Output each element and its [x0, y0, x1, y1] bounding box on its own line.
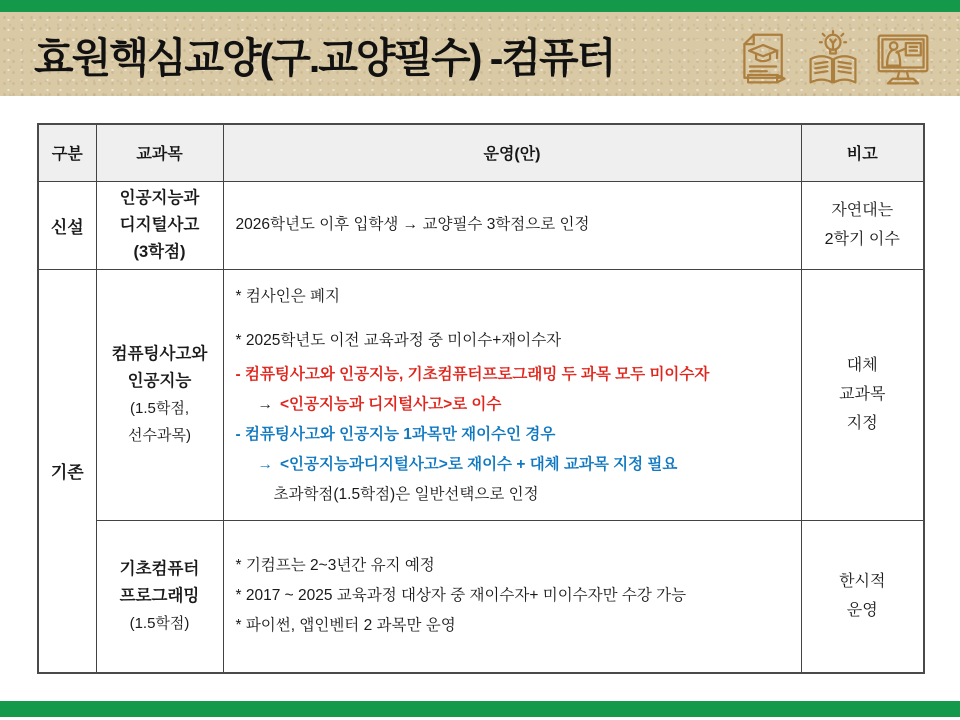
- table-header-row: [38, 124, 924, 181]
- col-header-course: 교과목: [96, 124, 223, 181]
- page-title: 효원핵심교양(구.교양필수) -컴퓨터: [34, 34, 615, 81]
- course-name-line: 기초컴퓨터: [119, 559, 200, 578]
- operation-cell: [223, 520, 801, 673]
- operation-line: 2026학년도 이후 입학생 → 교양필수 3학점으로 인정: [235, 216, 590, 233]
- diploma-graduation-icon: [736, 29, 792, 91]
- note-cell: [801, 520, 924, 673]
- operation-cell: [223, 269, 801, 520]
- operation-line: 초과학점(1.5학점)은 일반선택으로 인정: [273, 485, 539, 503]
- operation-line: * 2025학년도 이전 교육과정 중 미이수+재이수자: [235, 331, 562, 349]
- note-line: 운영: [846, 602, 878, 620]
- operation-line: * 파이썬, 앱인벤터 2 과목만 운영: [235, 617, 456, 635]
- operation-cell: [223, 181, 801, 269]
- table-row-existing-2: [38, 520, 924, 673]
- course-name-line: 인공지능: [127, 371, 192, 390]
- note-line: 교과목: [839, 386, 886, 403]
- note-cell: [801, 181, 924, 269]
- note-line: 한시적: [839, 573, 886, 591]
- course-cell: [96, 181, 223, 269]
- top-green-bar: [0, 0, 960, 12]
- col-header-note: 비고: [801, 124, 924, 181]
- category-cell: 신설: [38, 181, 96, 269]
- operation-line: * 기컴프는 2~3년간 유지 예정: [235, 557, 435, 575]
- course-cell: [96, 269, 223, 520]
- table-row-new: [38, 181, 924, 269]
- col-header-operation: 운영(안): [223, 124, 801, 181]
- course-name-line: 컴퓨팅사고와: [111, 344, 208, 363]
- operation-line: * 2017 ~ 2025 교육과정 대상자 중 재이수자+ 미이수자만 수강 가능: [235, 587, 687, 605]
- course-credit-line: 선수과목): [128, 426, 191, 444]
- online-lecture-icon: [874, 29, 932, 91]
- col-header-category: 구분: [38, 124, 96, 181]
- operation-line: * 컴사인은 폐지: [235, 287, 340, 305]
- masthead-icons: [736, 26, 932, 94]
- masthead: [0, 12, 960, 96]
- category-cell: 기존: [38, 269, 96, 673]
- course-cell: [96, 520, 223, 673]
- arrow-glyph: →: [257, 395, 273, 413]
- note-line: 대체: [846, 357, 878, 374]
- note-cell: [801, 269, 924, 520]
- operation-line-warning: - 컴퓨팅사고와 인공지능, 기초컴퓨터프로그래밍 두 과목 모두 미이수자: [235, 365, 710, 383]
- note-line: 자연대는: [831, 202, 894, 219]
- operation-line-info: → <인공지능과디지털사고>로 재이수 + 대체 교과목 지정 필요: [257, 455, 678, 473]
- arrow-glyph: →: [257, 455, 273, 473]
- bottom-green-bar: [0, 701, 960, 717]
- note-line: 2학기 이수: [824, 231, 900, 248]
- operation-line-info: - 컴퓨팅사고와 인공지능 1과목만 재이수인 경우: [235, 425, 556, 443]
- course-name-line: 프로그래밍: [119, 586, 200, 605]
- course-credit-line: (1.5학점): [129, 614, 190, 632]
- curriculum-table: [37, 123, 925, 674]
- table-row-existing-1: [38, 269, 924, 520]
- course-credit-line: (3학점): [133, 242, 186, 261]
- course-name-line: 디지털사고: [119, 215, 200, 234]
- book-idea-icon: [805, 29, 861, 91]
- course-credit-line: (1.5학점,: [130, 399, 189, 417]
- note-line: 지정: [846, 415, 878, 432]
- operation-line-warning: → <인공지능과 디지털사고>로 이수: [257, 395, 502, 413]
- course-name-line: 인공지능과: [119, 188, 200, 207]
